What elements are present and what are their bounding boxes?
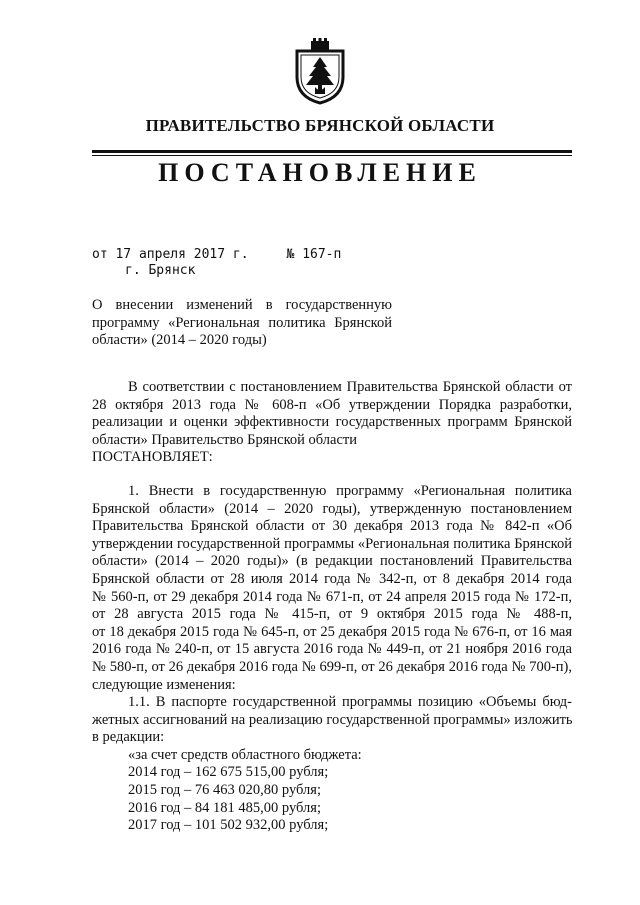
header-rule-thin [92,155,572,156]
document-subject [92,297,392,350]
date-line [92,247,341,262]
document-city: г. Брянск [125,263,196,278]
preamble [92,379,572,467]
document-date: от 17 апреля 2017 г. [92,247,249,262]
body-line: области» Правительство Брянской области [92,431,357,448]
body-line: следующие изменения: [92,676,236,693]
bryansk-coat-of-arms-icon [293,37,347,105]
body-line: от 28 августа 2015 года № 415-п, от 9 октября 2015 года № 488-п, [92,606,572,623]
document-body [92,379,572,835]
body-line: В соответствии с постановлением Правительства Брянской области от [128,379,572,395]
body-line: 1.1. В паспорте государственной программы позицию «Объемы бюд- [128,694,572,711]
body-line: от 18 декабря 2015 года № 645-п, от 25 декабря 2015 года № 676-п, от 16 мая [92,623,572,640]
document-number: № 167-п [286,247,342,262]
item-1-1 [92,694,572,747]
funding-line: 2016 год – 84 181 485,00 рубля; [128,799,321,816]
document-type: ПОСТАНОВЛЕНИЕ [158,158,482,187]
subject-line: О внесении изменений в государственную [92,297,392,313]
body-line: Правительства Брянской области от 30 декабря 2013 года № 842-п «Об [92,518,572,535]
funding-line: 2017 год – 101 502 932,00 рубля; [128,817,329,834]
body-line: № 560-п, от 29 декабря 2014 года № 671-п, от 24 апреля 2015 года № 172-п, [92,588,572,605]
item-1 [92,483,572,694]
funding-line: 2014 год – 162 675 515,00 рубля; [128,764,329,781]
funding-list [92,747,572,835]
body-line: в редакции: [92,729,165,746]
body-line: 1. Внести в государственную программу «Региональная политика [128,482,572,499]
body-line: 28 октября 2013 года № 608-п «Об утверждении Порядка разработки, [92,396,572,413]
body-line: утверждении государственной программы «Региональная политика Брянской [92,535,572,552]
header-rule-thick [92,150,572,153]
body-line: 2016 года № 240-п, от 15 августа 2016 года № 449-п, от 21 ноября 2016 года [92,641,572,658]
subject-line: области» (2014 – 2020 годы) [92,332,267,348]
body-line: реализации и оценки эффективности государственных программ Брянской [92,414,572,431]
resolves-word: ПОСТАНОВЛЯЕТ: [92,449,213,466]
funding-line: «за счет средств областного бюджета: [128,746,362,763]
body-line: Брянской области» (2014 – 2020 годы), утвержденную постановлением [92,500,572,517]
funding-line: 2015 год – 76 463 020,80 рубля; [128,782,321,799]
org-title: ПРАВИТЕЛЬСТВО БРЯНСКОЙ ОБЛАСТИ [145,116,495,135]
body-line: жетных ассигнований на реализацию государственной программы» изложить [92,711,573,728]
body-line: области» (2014 – 2020 годы)» (в редакции постановлений Правительства [92,553,572,570]
body-line: № 580-п, от 26 декабря 2016 года № 699-п, от 26 декабря 2016 года № 700-п), [92,658,572,675]
body-line: Брянской области от 28 июля 2014 года № 342-п, от 8 декабря 2014 года [92,570,572,587]
subject-line: программу «Региональная политика Брянской [92,314,392,331]
